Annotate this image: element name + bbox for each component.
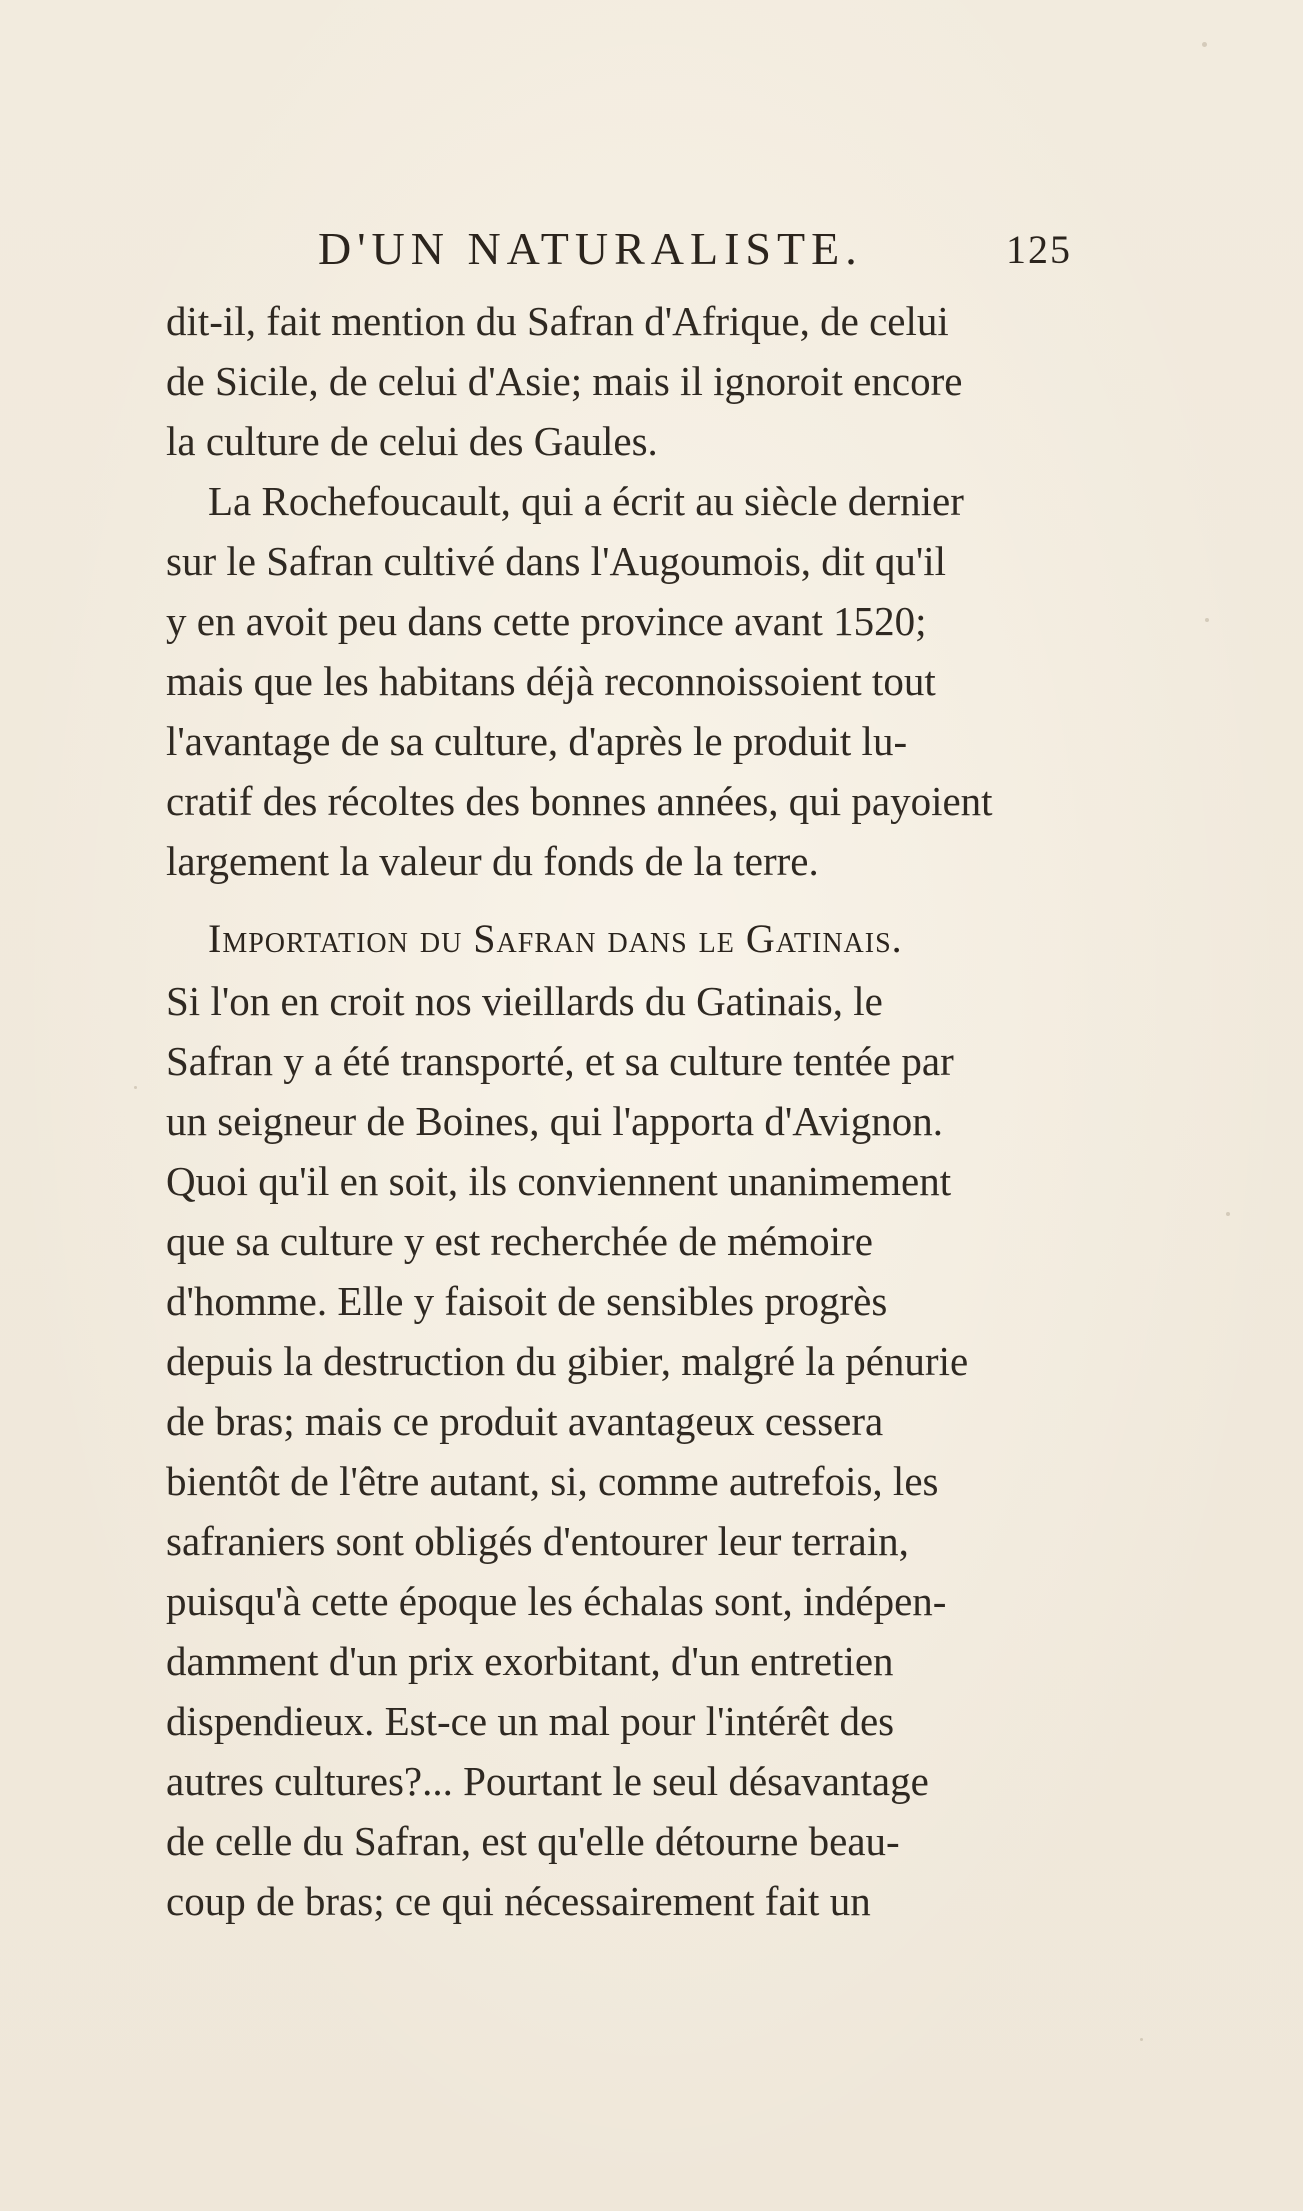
text-line: cratif des récoltes des bonnes années, qui payoient: [166, 778, 993, 824]
text-line: coup de bras; ce qui nécessairement fait un: [166, 1878, 871, 1924]
text-line: d'homme. Elle y faisoit de sensibles progrès: [166, 1278, 888, 1324]
text-line: de celle du Safran, est qu'elle détourne beau-: [166, 1818, 900, 1864]
paper-speck: [1226, 1212, 1230, 1216]
text-line: que sa culture y est recherchée de mémoire: [166, 1218, 873, 1264]
text-line: y en avoit peu dans cette province avant 1520;: [166, 598, 927, 644]
text-line: Safran y a été transporté, et sa culture tentée par: [166, 1038, 954, 1084]
text-line: dit-il, fait mention du Safran d'Afrique, de celui: [166, 298, 949, 344]
text-line: puisqu'à cette époque les échalas sont, indépen-: [166, 1578, 947, 1624]
text-line: bientôt de l'être autant, si, comme autrefois, les: [166, 1458, 939, 1504]
text-line: de bras; mais ce produit avantageux cessera: [166, 1398, 884, 1444]
text-line: dispendieux. Est-ce un mal pour l'intérêt des: [166, 1698, 895, 1744]
text-line: la culture de celui des Gaules.: [166, 418, 658, 464]
text-line: damment d'un prix exorbitant, d'un entretien: [166, 1638, 894, 1684]
text-line: de Sicile, de celui d'Asie; mais il ignoroit encore: [166, 358, 963, 404]
text-line: Si l'on en croit nos vieillards du Gatinais, le: [166, 978, 883, 1024]
text-line: autres cultures?... Pourtant le seul désavantage: [166, 1758, 929, 1804]
text-line: l'avantage de sa culture, d'après le produit lu-: [166, 718, 908, 764]
paper-speck: [1205, 618, 1209, 622]
paper-speck: [1140, 2038, 1143, 2041]
text-line: safraniers sont obligés d'entourer leur terrain,: [166, 1518, 909, 1564]
text-line: largement la valeur du fonds de la terre.: [166, 838, 819, 884]
text-line: La Rochefoucault, qui a écrit au siècle dernier: [208, 478, 964, 524]
text-line: Quoi qu'il en soit, ils conviennent unanimement: [166, 1158, 952, 1204]
text-line: depuis la destruction du gibier, malgré la pénurie: [166, 1338, 969, 1384]
section-heading: Importation du Safran dans le Gatinais.: [208, 916, 903, 961]
paper-speck: [134, 1086, 137, 1089]
running-head-title: D'UN NATURALISTE.: [318, 223, 863, 274]
text-line: sur le Safran cultivé dans l'Augoumois, dit qu'il: [166, 538, 947, 584]
running-head: [318, 222, 1118, 282]
text-line: mais que les habitans déjà reconnoissoient tout: [166, 658, 936, 704]
text-line: un seigneur de Boines, qui l'apporta d'Avignon.: [166, 1098, 943, 1144]
page-number: 125: [1006, 227, 1072, 272]
paper-speck: [1202, 42, 1207, 47]
